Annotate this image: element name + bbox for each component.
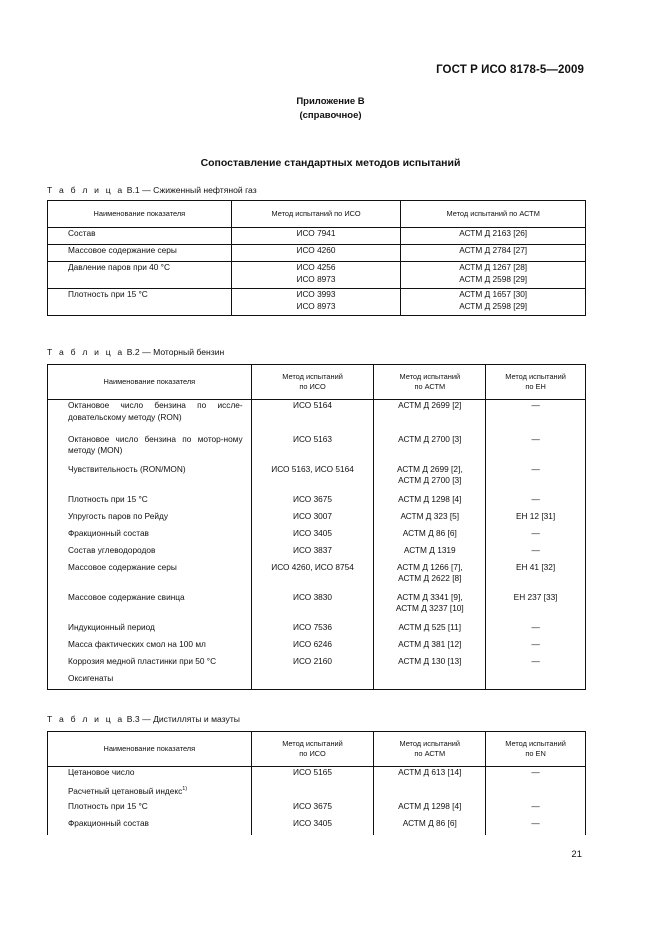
- table1-header-astm: Метод испытаний по АСТМ: [401, 201, 586, 228]
- astm-cell: [374, 562, 486, 592]
- cell-line: АСТМ Д 2784 [27]: [459, 245, 528, 255]
- document-code: ГОСТ Р ИСО 8178-5—2009: [436, 64, 584, 76]
- table-row: [48, 801, 586, 818]
- en-cell: [486, 656, 586, 673]
- table2-header-iso: [251, 365, 374, 400]
- en-cell: [486, 767, 586, 784]
- table1-caption-prefix: Т а б л и ц а: [47, 185, 125, 195]
- en-cell: [486, 562, 586, 592]
- cell-line: АСТМ Д 1657 [30]: [459, 289, 528, 299]
- iso-cell: [251, 639, 374, 656]
- cell-line: ИСО 3830: [293, 591, 333, 602]
- cell-line: —: [531, 800, 540, 811]
- cell-line: ИСО 5165: [293, 767, 332, 777]
- cell-line: АСТМ Д 2699 [2],: [397, 463, 463, 474]
- row-name-cell: [48, 245, 232, 262]
- astm-cell: [374, 656, 486, 673]
- footnote-marker: 1): [182, 785, 188, 792]
- table1-header-name: Наименование показателя: [48, 201, 232, 228]
- table-row: [48, 262, 586, 289]
- iso-cell: [251, 592, 374, 622]
- en-cell: [486, 400, 586, 434]
- table-row: [48, 545, 586, 562]
- iso-cell: [251, 562, 374, 592]
- table1-header-iso: Метод испытаний по ИСО: [231, 201, 401, 228]
- iso-cell: [251, 494, 374, 511]
- table2-header-astm-line2: по АСТМ: [414, 382, 446, 391]
- cell-line: ЕН 237 [33]: [513, 591, 558, 602]
- row-name-cell: [48, 656, 252, 673]
- iso-cell: [251, 464, 374, 494]
- row-name: Массовое содержание серы: [68, 245, 177, 255]
- cell-line: АСТМ Д 613 [14]: [398, 767, 462, 777]
- cell-line: —: [531, 433, 540, 444]
- astm-cell: [374, 494, 486, 511]
- en-cell: [486, 784, 586, 801]
- cell-line: ЕН 41 [32]: [515, 561, 556, 572]
- row-name-cell: [48, 289, 232, 316]
- row-name: Индукционный период: [68, 621, 155, 632]
- row-name-cell: [48, 511, 252, 528]
- cell-line: АСТМ Д 86 [6]: [402, 817, 457, 828]
- cell-line: АСТМ Д 2163 [26]: [459, 228, 528, 238]
- row-name: Упругость паров по Рейду: [68, 510, 168, 521]
- cell-line: ИСО 6246: [293, 638, 333, 649]
- row-name: Цетановое число: [68, 767, 135, 777]
- table-row: [48, 818, 586, 835]
- table3-header-name: Наименование показателя: [48, 732, 252, 767]
- section-title: Сопоставление стандартных методов испытаний: [200, 157, 461, 169]
- row-name-cell: [48, 262, 232, 289]
- row-name: Масса фактических смол на 100 мл: [68, 638, 206, 649]
- cell-line: ИСО 5163, ИСО 5164: [271, 463, 354, 474]
- cell-line: —: [531, 544, 540, 555]
- table-row: [48, 639, 586, 656]
- row-name-cell: [48, 228, 232, 245]
- cell-line: АСТМ Д 2700 [3]: [398, 475, 462, 485]
- table3-header-row: [48, 732, 586, 767]
- en-cell: [486, 622, 586, 639]
- astm-cell: [374, 801, 486, 818]
- table3-header-astm: [374, 732, 486, 767]
- en-cell: [486, 545, 586, 562]
- astm-cell: [374, 545, 486, 562]
- table3-caption-prefix: Т а б л и ц а: [47, 714, 125, 724]
- table-lpg: [47, 200, 586, 316]
- cell-line: АСТМ Д 130 [13]: [398, 655, 462, 666]
- cell-line: —: [531, 400, 540, 410]
- table2-caption-prefix: Т а б л и ц а: [47, 347, 125, 357]
- cell-line: АСТМ Д 1266 [7],: [397, 561, 463, 572]
- astm-cell: [401, 289, 586, 316]
- table-row: [48, 622, 586, 639]
- cell-line: АСТМ Д 323 [5]: [400, 510, 460, 521]
- table1-caption-text: В.1 — Сжиженный нефтяной газ: [126, 185, 257, 195]
- iso-cell: [251, 622, 374, 639]
- iso-cell: [251, 784, 374, 801]
- cell-line: ИСО 5163: [293, 433, 333, 444]
- en-cell: [486, 528, 586, 545]
- table3-header-astm-line1: Метод испытаний: [399, 739, 461, 748]
- astm-cell: [401, 262, 586, 289]
- table2-header-en-line1: Метод испытаний: [505, 372, 566, 381]
- iso-cell: [231, 262, 401, 289]
- row-name-cell: [48, 494, 252, 511]
- row-name-cell: [48, 434, 252, 464]
- cell-line: ИСО 3837: [293, 544, 333, 555]
- row-name: Оксигенаты: [68, 672, 114, 683]
- astm-cell: [374, 622, 486, 639]
- cell-line: АСТМ Д 1267 [28]: [459, 262, 528, 272]
- astm-cell: [374, 784, 486, 801]
- row-name-cell: [48, 673, 252, 690]
- row-name-cell: [48, 464, 252, 494]
- row-name: Плотность при 15 °С: [68, 289, 148, 299]
- table2-header-name: Наименование показателя: [48, 365, 252, 400]
- table2-caption: [47, 347, 224, 357]
- table2-header-iso-line2: по ИСО: [299, 382, 326, 391]
- cell-line: ИСО 3675: [293, 800, 332, 811]
- cell-line: ИСО 3007: [293, 510, 333, 521]
- annex-note: (справочное): [299, 110, 362, 121]
- table3-header-astm-line2: по АСТМ: [414, 749, 446, 758]
- astm-cell: [401, 245, 586, 262]
- cell-line: ИСО 3405: [293, 817, 332, 828]
- iso-cell: [251, 767, 374, 784]
- row-name-cell: [48, 545, 252, 562]
- table-row: [48, 464, 586, 494]
- table-row: [48, 245, 586, 262]
- cell-line: АСТМ Д 2598 [29]: [459, 300, 528, 311]
- table-row: [48, 767, 586, 784]
- annex-heading: [0, 95, 661, 123]
- table3-header-iso-line2: по ИСО: [299, 749, 326, 758]
- astm-cell: [374, 528, 486, 545]
- cell-line: —: [531, 463, 540, 474]
- astm-cell: [374, 639, 486, 656]
- cell-line: АСТМ Д 1298 [4]: [398, 800, 462, 811]
- table-row: [48, 511, 586, 528]
- table-row: [48, 656, 586, 673]
- cell-line: —: [531, 638, 540, 649]
- en-cell: [486, 511, 586, 528]
- cell-line: АСТМ Д 2700 [3]: [398, 433, 462, 444]
- cell-line: ИСО 8973: [296, 300, 336, 311]
- iso-cell: [251, 801, 374, 818]
- table-row: [48, 434, 586, 464]
- iso-cell: [251, 673, 374, 690]
- table3-caption-text: В.3 — Дистилляты и мазуты: [126, 714, 240, 724]
- cell-line: АСТМ Д 381 [12]: [398, 638, 462, 649]
- row-name: Давление паров при 40 °С: [68, 262, 170, 272]
- iso-cell: [251, 818, 374, 835]
- en-cell: [486, 592, 586, 622]
- row-name: Коррозия медной пластинки при 50 °С: [68, 655, 217, 666]
- cell-line: АСТМ Д 3237 [10]: [395, 603, 464, 613]
- cell-line: —: [531, 493, 540, 504]
- table3-header-en-line2: по EN: [525, 749, 546, 758]
- table3-header-iso-line1: Метод испытаний: [282, 739, 343, 748]
- table1-caption: [47, 185, 257, 195]
- table2-header-en-line2: по ЕН: [525, 382, 546, 391]
- en-cell: [486, 494, 586, 511]
- en-cell: [486, 639, 586, 656]
- en-cell: [486, 801, 586, 818]
- en-cell: [486, 673, 586, 690]
- cell-line: АСТМ Д 525 [11]: [398, 621, 462, 632]
- row-name: Чувствительность (RON/MON): [68, 463, 186, 474]
- table-distillates: [47, 731, 586, 835]
- cell-line: АСТМ Д 2699 [2]: [398, 400, 462, 410]
- cell-line: —: [531, 621, 540, 632]
- table-motor-gasoline: [47, 364, 586, 690]
- iso-cell: [251, 511, 374, 528]
- row-name: Плотность при 15 °С: [68, 493, 148, 504]
- astm-cell: [374, 767, 486, 784]
- iso-cell: [251, 400, 374, 434]
- iso-cell: [231, 289, 401, 316]
- cell-line: ИСО 7941: [296, 228, 336, 238]
- row-name-cell: [48, 784, 252, 801]
- table-row: [48, 784, 586, 801]
- row-name: Плотность при 15 °С: [68, 800, 148, 811]
- astm-cell: [374, 818, 486, 835]
- row-name-cell: [48, 622, 252, 639]
- table2-header-en: [486, 365, 586, 400]
- astm-cell: [374, 592, 486, 622]
- iso-cell: [251, 528, 374, 545]
- row-name: Состав: [68, 228, 96, 238]
- cell-line: —: [531, 527, 540, 538]
- row-name: Массовое содержание серы: [68, 561, 177, 572]
- row-name-cell: [48, 639, 252, 656]
- row-name-cell: [48, 562, 252, 592]
- row-name: Состав углеводородов: [68, 544, 156, 555]
- cell-line: АСТМ Д 86 [6]: [402, 527, 457, 538]
- row-name-cell: [48, 767, 252, 784]
- cell-line: —: [531, 817, 540, 828]
- cell-line: —: [531, 655, 540, 666]
- row-name-cell: [48, 801, 252, 818]
- table2-header-astm: [374, 365, 486, 400]
- table2-header-iso-line1: Метод испытаний: [282, 372, 343, 381]
- en-cell: [486, 464, 586, 494]
- astm-cell: [374, 511, 486, 528]
- table-row: [48, 289, 586, 316]
- astm-cell: [374, 464, 486, 494]
- table-row: [48, 592, 586, 622]
- table3-caption: [47, 714, 240, 724]
- cell-line: ИСО 2160: [293, 655, 333, 666]
- table1-header-row: [48, 201, 586, 228]
- iso-cell: [231, 245, 401, 262]
- cell-line: ИСО 4256: [296, 262, 336, 272]
- cell-line: ИСО 7536: [293, 621, 333, 632]
- iso-cell: [251, 434, 374, 464]
- cell-line: АСТМ Д 2598 [29]: [459, 273, 528, 284]
- iso-cell: [251, 656, 374, 673]
- table3-header-en: [486, 732, 586, 767]
- cell-line: АСТМ Д 2622 [8]: [398, 573, 462, 583]
- row-name-cell: [48, 400, 252, 434]
- page-number: 21: [571, 849, 582, 860]
- cell-line: ИСО 5164: [293, 400, 333, 410]
- row-name: Расчетный цетановый индекс: [68, 785, 183, 796]
- iso-cell: [251, 545, 374, 562]
- en-cell: [486, 818, 586, 835]
- table2-caption-text: В.2 — Моторный бензин: [126, 347, 225, 357]
- table-row: [48, 228, 586, 245]
- row-name: Массовое содержание свинца: [68, 591, 185, 602]
- table-row: [48, 400, 586, 434]
- annex-title: Приложение В: [296, 96, 365, 107]
- astm-cell: [401, 228, 586, 245]
- cell-line: ИСО 4260, ИСО 8754: [271, 561, 354, 572]
- table3-header-iso: [251, 732, 374, 767]
- row-name-cell: [48, 592, 252, 622]
- table-row: [48, 494, 586, 511]
- astm-cell: [374, 673, 486, 690]
- row-name: Фракционный состав: [68, 527, 149, 538]
- row-name-cell: [48, 818, 252, 835]
- row-name-cell: [48, 528, 252, 545]
- row-name: Октановое число бензина по иссле-довательскому методу (RON): [68, 400, 243, 422]
- row-name: Фракционный состав: [68, 817, 149, 828]
- cell-line: АСТМ Д 1298 [4]: [398, 493, 462, 504]
- table-row: [48, 528, 586, 545]
- table-row: [48, 673, 586, 690]
- astm-cell: [374, 434, 486, 464]
- cell-line: ИСО 4260: [296, 245, 336, 255]
- cell-line: —: [531, 767, 540, 777]
- cell-line: ИСО 8973: [296, 273, 336, 284]
- cell-line: ЕН 12 [31]: [515, 510, 556, 521]
- cell-line: ИСО 3405: [293, 527, 333, 538]
- table2-header-astm-line1: Метод испытаний: [399, 372, 461, 381]
- cell-line: ИСО 3993: [296, 289, 336, 299]
- cell-line: ИСО 3675: [293, 493, 333, 504]
- table3-header-en-line1: Метод испытаний: [505, 739, 566, 748]
- table2-header-row: [48, 365, 586, 400]
- row-name: Октановое число бензина по мотор-ному методу (MON): [68, 433, 243, 455]
- table-row: [48, 562, 586, 592]
- astm-cell: [374, 400, 486, 434]
- en-cell: [486, 434, 586, 464]
- iso-cell: [231, 228, 401, 245]
- cell-line: АСТМ Д 1319: [403, 544, 456, 555]
- cell-line: АСТМ Д 3341 [9],: [397, 591, 463, 602]
